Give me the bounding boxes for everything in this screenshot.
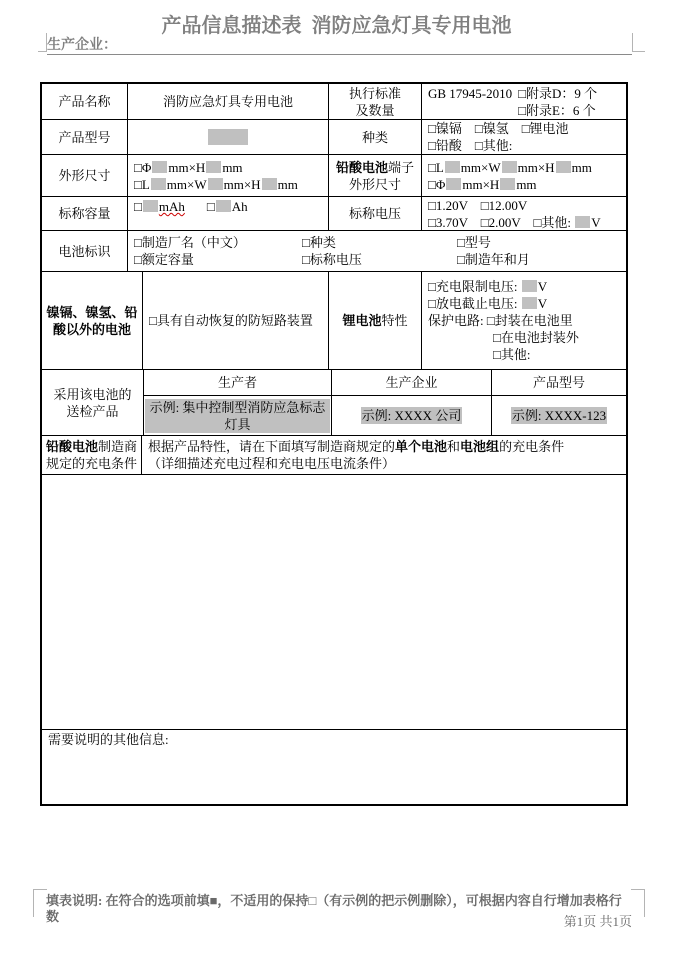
- lead-dim-option-box[interactable]: □L mm×W mm×H mm: [428, 159, 592, 175]
- crop-mark-bottom-right-v: [644, 889, 645, 917]
- row-lead-acid-charging: [42, 436, 626, 475]
- redacted-field[interactable]: [151, 178, 166, 190]
- row-other-battery-lithium: [42, 272, 626, 370]
- checkbox-model[interactable]: □型号: [457, 235, 491, 250]
- other-info-area[interactable]: [42, 730, 626, 804]
- redacted-field[interactable]: [502, 161, 517, 173]
- product-name-label: 产品名称: [42, 84, 128, 119]
- product-info-table: [40, 82, 628, 806]
- kind-label: 种类: [329, 120, 422, 154]
- model-example[interactable]: 示例: XXXX-123: [511, 408, 607, 423]
- enterprise-example[interactable]: 示例: XXXX 公司: [332, 396, 492, 435]
- row-dimensions: [42, 155, 626, 197]
- checkbox-manufacturer-name[interactable]: □制造厂名（中文）: [134, 235, 246, 250]
- standard-qty-value: [422, 84, 626, 119]
- redacted-field[interactable]: [446, 178, 461, 190]
- producer-header: 生产者: [144, 370, 332, 395]
- lithium-feature-options: [422, 272, 626, 369]
- checkbox-manufacture-date[interactable]: □制造年和月: [457, 252, 530, 267]
- row-charging-details-blank[interactable]: [42, 475, 626, 730]
- checkbox-charge-limit-voltage[interactable]: □充电限制电压: V: [428, 279, 548, 294]
- kind-options: [422, 120, 626, 154]
- sample-example-row: [144, 396, 626, 435]
- charging-details-input-area[interactable]: [42, 475, 626, 729]
- row-other-info: [42, 730, 626, 804]
- non-nicd-label: 镍镉、镍氢、铅 酸以外的电池: [42, 272, 143, 369]
- checkbox-protection-other[interactable]: □其他:: [493, 347, 531, 362]
- redacted-field[interactable]: [216, 200, 231, 212]
- redacted-field[interactable]: [206, 161, 221, 173]
- page-title: 产品信息描述表 消防应急灯具专用电池: [161, 15, 512, 37]
- crop-mark-top-right-v: [632, 33, 633, 52]
- producer-label: 生产企业：: [47, 38, 117, 53]
- crop-mark-top-left-v: [46, 33, 47, 52]
- crop-mark-bottom-left-v: [33, 889, 34, 917]
- voltage-options: [422, 197, 626, 230]
- lead-terminal-label: 铅酸电池端子 外形尺寸: [329, 155, 422, 196]
- row-battery-marking: [42, 231, 626, 272]
- model-header: 产品型号: [532, 375, 585, 390]
- dim-option-box[interactable]: □L mm×W mm×H mm: [134, 176, 298, 192]
- redacted-field[interactable]: [262, 178, 277, 190]
- checkbox-annex-d[interactable]: □附录D：9 个: [518, 86, 598, 101]
- checkbox-nominal-voltage[interactable]: □标称电压: [302, 252, 362, 267]
- form-filling-note: 填表说明: 在符合的选项前填■，不适用的保持□（有示例的把示例删除），可根据内容自行增加表格行数: [46, 893, 622, 924]
- lead-acid-charging-instructions: 根据产品特性，请在下面填写制造商规定的单个电池和电池组的充电条件 （详细描述充电过程和充电电压电流条件）: [148, 439, 565, 471]
- other-info-label: 需要说明的其他信息:: [48, 732, 169, 747]
- checkbox-rated-capacity[interactable]: □额定容量: [134, 252, 194, 267]
- standard-code: GB 17945-2010: [428, 86, 513, 101]
- row-capacity-voltage: [42, 197, 626, 231]
- checkbox-kind[interactable]: □种类: [302, 235, 336, 250]
- voltage-label: 标称电压: [329, 197, 422, 230]
- page-number: 第1页 共1页: [563, 914, 632, 929]
- enterprise-header: 生产企业: [332, 370, 492, 395]
- product-name-value: 消防应急灯具专用电池: [128, 84, 329, 119]
- producer-field[interactable]: [47, 34, 632, 55]
- product-model-label: 产品型号: [42, 120, 128, 154]
- dimensions-label: 外形尺寸: [42, 155, 128, 196]
- battery-marking-label: 电池标识: [42, 231, 128, 271]
- voltage-options-line2[interactable]: □3.70V □2.00V □其他: V: [428, 214, 601, 230]
- short-circuit-option: [143, 272, 329, 369]
- capacity-label: 标称容量: [42, 197, 128, 230]
- dim-option-round[interactable]: □Φ mm×H mm: [134, 159, 243, 175]
- crop-mark-bottom-left-h: [33, 889, 47, 890]
- checkbox-discharge-cutoff-voltage[interactable]: □放电截止电压: V: [428, 296, 548, 311]
- capacity-ah-option[interactable]: □ Ah: [206, 199, 248, 214]
- battery-marking-options: [128, 231, 626, 271]
- lead-acid-charging-label: 铅酸电池制造商 规定的充电条件: [42, 436, 142, 474]
- lithium-feature-label: 锂电池特性: [329, 272, 422, 369]
- redacted-field[interactable]: [208, 178, 223, 190]
- dimensions-value: [128, 155, 329, 196]
- capacity-mah-option[interactable]: □ mAh: [134, 199, 185, 214]
- redacted-field[interactable]: [143, 200, 158, 212]
- capacity-value: [128, 197, 329, 230]
- product-model-value: [128, 120, 329, 154]
- checkbox-kinds-line2[interactable]: □铅酸 □其他:: [428, 138, 513, 153]
- crop-mark-bottom-right-h: [631, 889, 645, 890]
- redacted-field[interactable]: [522, 297, 537, 309]
- row-product-name: [42, 84, 626, 120]
- voltage-options-line1[interactable]: □1.20V □12.00V: [428, 197, 528, 213]
- checkbox-annex-e[interactable]: □附录E：6 个: [518, 103, 596, 118]
- redacted-field[interactable]: [445, 161, 460, 173]
- redacted-field[interactable]: [152, 161, 167, 173]
- checkbox-kinds-line1[interactable]: □镍镉 □镍氢 □锂电池: [428, 121, 569, 136]
- lead-terminal-value: [422, 155, 626, 196]
- sample-header-row: [144, 370, 626, 396]
- crop-mark-top-right-h: [632, 51, 645, 52]
- redacted-field[interactable]: [522, 280, 537, 292]
- redacted-field[interactable]: [500, 178, 515, 190]
- checkbox-protection-in-battery[interactable]: 保护电路: □封装在电池里: [428, 313, 573, 328]
- checkbox-protection-outside[interactable]: □在电池封装外: [493, 330, 579, 345]
- redacted-field[interactable]: [556, 161, 571, 173]
- redacted-field[interactable]: [575, 216, 590, 228]
- producer-example[interactable]: 示例: 集中控制型消防应急标志灯具: [144, 396, 332, 435]
- row-sample-products: [42, 370, 626, 436]
- row-product-model: [42, 120, 626, 155]
- standard-qty-label: 执行标准 及数量: [329, 84, 422, 119]
- redacted-model-field[interactable]: [208, 129, 248, 145]
- sample-products-label: 采用该电池的 送检产品: [42, 370, 144, 435]
- crop-mark-top-left-h: [38, 51, 47, 52]
- lead-dim-option-round[interactable]: □Φ mm×H mm: [428, 176, 537, 192]
- checkbox-anti-short-circuit[interactable]: □具有自动恢复的防短路装置: [149, 313, 313, 328]
